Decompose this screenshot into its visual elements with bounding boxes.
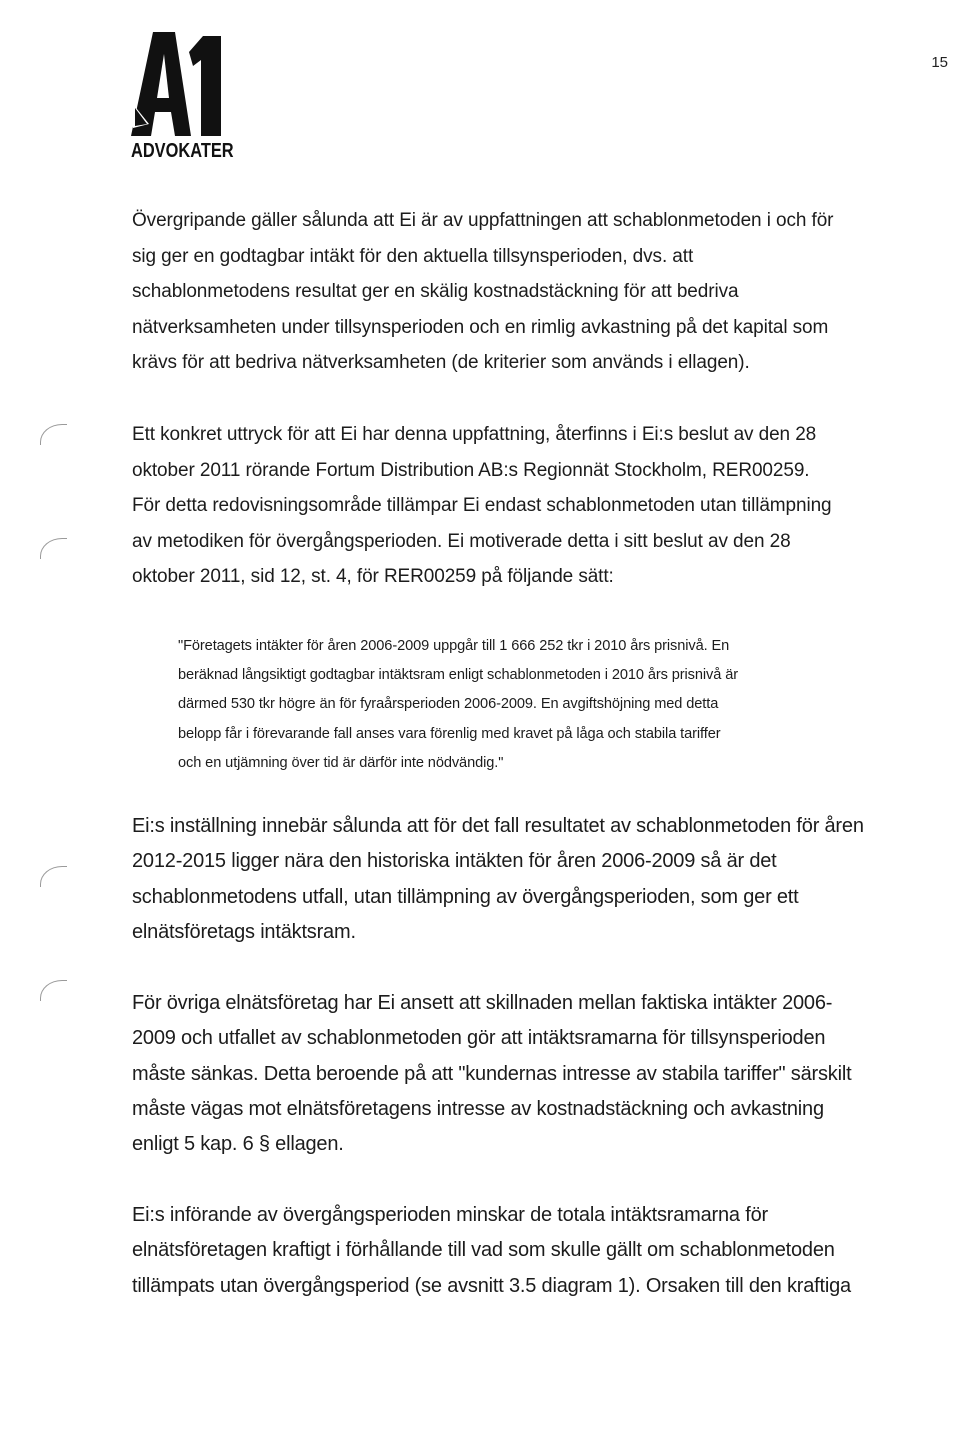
paragraph-line: sig ger en godtagbar intäkt för den aktuella tillsynsperioden, dvs. att bbox=[132, 245, 694, 267]
paragraph-5 bbox=[132, 1198, 912, 1304]
punch-mark bbox=[40, 866, 67, 887]
quote-line: "Företagets intäkter för åren 2006-2009 uppgår till 1 666 252 tkr i 2010 års prisnivå. En bbox=[178, 638, 730, 654]
punch-mark bbox=[40, 424, 67, 445]
paragraph-line: krävs för att bedriva nätverksamheten (de kriterier som används i ellagen). bbox=[132, 352, 750, 374]
punch-mark bbox=[40, 538, 67, 559]
paragraph-line: 2009 och utfallet av schablonmetoden gör att intäktsramarna för tillsynsperioden bbox=[132, 1027, 826, 1050]
paragraph-line: oktober 2011 rörande Fortum Distribution AB:s Regionnät Stockholm, RER00259. bbox=[132, 459, 810, 481]
paragraph-1 bbox=[132, 203, 912, 381]
paragraph-line: För övriga elnätsföretag har Ei ansett att skillnaden mellan faktiska intäkter 2006- bbox=[132, 992, 833, 1014]
paragraph-line: oktober 2011, sid 12, st. 4, för RER00259 på följande sätt: bbox=[132, 566, 614, 588]
quote-line: belopp får i förevarande fall anses vara förenlig med kravet på låga och stabila tariffer bbox=[178, 725, 721, 742]
paragraph-line: För detta redovisningsområde tillämpar Ei endast schablonmetoden utan tillämpning bbox=[132, 495, 832, 517]
paragraph-line: måste sänkas. Detta beroende på att "kundernas intresse av stabila tariffer" särskilt bbox=[132, 1062, 852, 1085]
paragraph-line: måste vägas mot elnätsföretagens intresse av kostnadstäckning och avkastning bbox=[132, 1097, 824, 1120]
paragraph-line: tillämpats utan övergångsperiod (se avsnitt 3.5 diagram 1). Orsaken till den kraftiga bbox=[132, 1274, 851, 1297]
punch-mark bbox=[40, 980, 67, 1001]
paragraph-line: Ett konkret uttryck för att Ei har denna uppfattning, återfinns i Ei:s beslut av den 28 bbox=[132, 424, 817, 445]
block-quote bbox=[178, 632, 858, 778]
quote-line: beräknad långsiktigt godtagbar intäktsram enligt schablonmetoden i 2010 års prisnivå är bbox=[178, 667, 738, 684]
paragraph-line: Ei:s inställning innebär sålunda att för det fall resultatet av schablonmetoden för åren bbox=[132, 815, 864, 837]
paragraph-line: schablonmetodens utfall, utan tillämpning av övergångsperioden, som ger ett bbox=[132, 885, 799, 908]
logo-mark-icon bbox=[131, 32, 227, 136]
paragraph-2 bbox=[132, 417, 912, 595]
paragraph-line: av metodiken för övergångsperioden. Ei motiverade detta i sitt beslut av den 28 bbox=[132, 530, 791, 552]
law-firm-logo bbox=[131, 32, 241, 163]
quote-line: och en utjämning över tid är därför inte nödvändig." bbox=[178, 754, 504, 771]
logo-wordmark: ADVOKATER bbox=[131, 140, 234, 162]
paragraph-line: Ei:s införande av övergångsperioden minskar de totala intäktsramarna för bbox=[132, 1204, 768, 1226]
paragraph-line: enligt 5 kap. 6 § ellagen. bbox=[132, 1133, 344, 1156]
paragraph-line: schablonmetodens resultat ger en skälig kostnadstäckning för att bedriva bbox=[132, 281, 739, 303]
paragraph-line: elnätsföretagen kraftigt i förhållande till vad som skulle gällt om schablonmetoden bbox=[132, 1239, 835, 1262]
paragraph-line: nätverksamheten under tillsynsperioden och en rimlig avkastning på det kapital som bbox=[132, 316, 829, 338]
paragraph-4 bbox=[132, 986, 912, 1162]
paragraph-line: 2012-2015 ligger nära den historiska intäkten för åren 2006-2009 så är det bbox=[132, 850, 777, 873]
paragraph-line: Övergripande gäller sålunda att Ei är av uppfattningen att schablonmetoden i och för bbox=[132, 210, 834, 231]
paragraph-line: elnätsföretags intäktsram. bbox=[132, 920, 356, 943]
quote-line: därmed 530 tkr högre än för fyraårsperioden 2006-2009. En avgiftshöjning med detta bbox=[178, 696, 719, 713]
page-number: 15 bbox=[931, 54, 948, 71]
paragraph-3 bbox=[132, 809, 912, 950]
